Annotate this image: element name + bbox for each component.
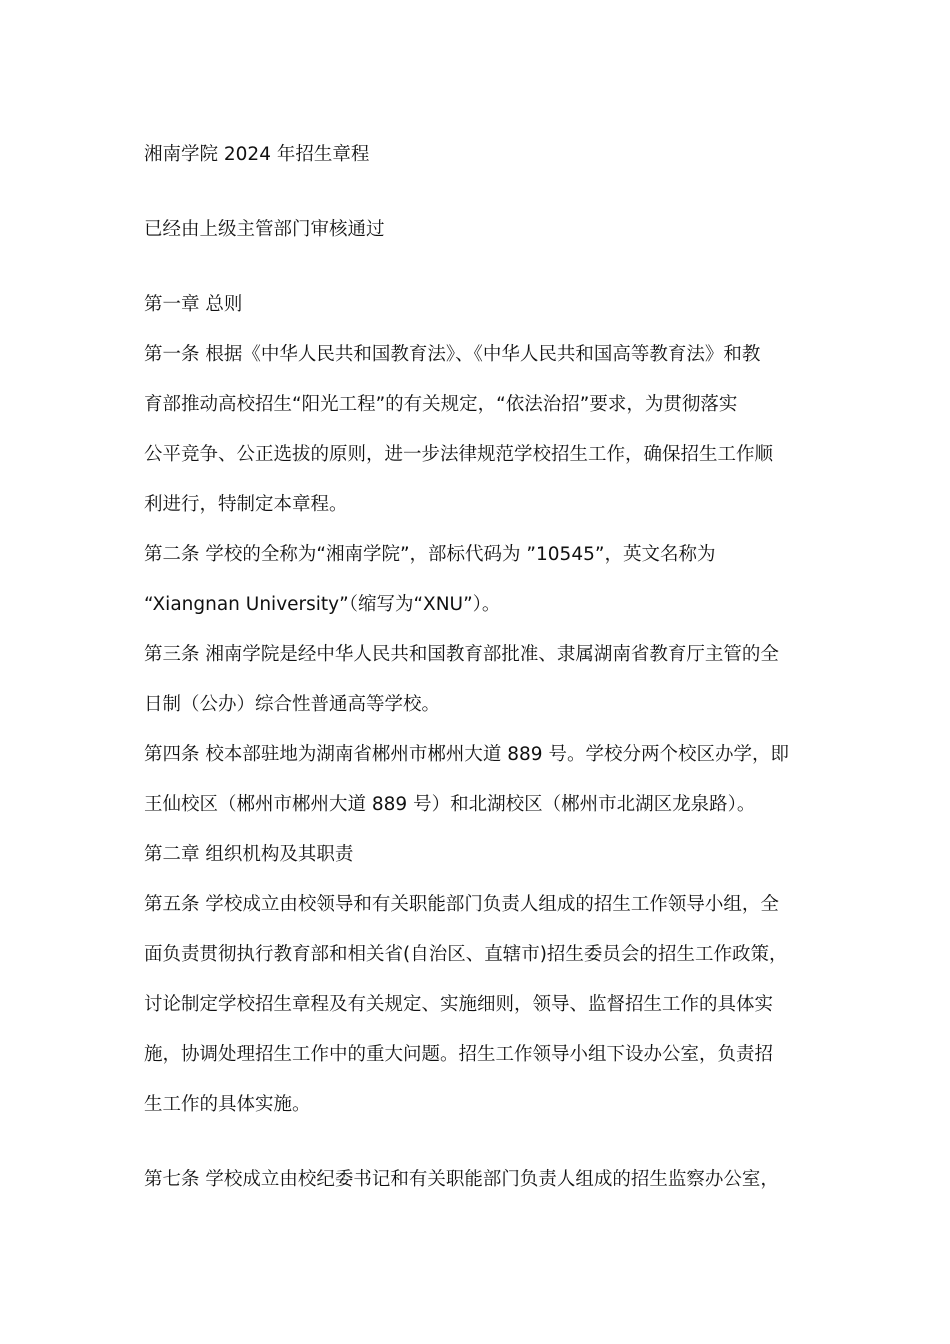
document-subtitle: 已经由上级主管部门审核通过 (144, 219, 385, 240)
article-4-line-2: 王仙校区（郴州市郴州大道 889 号）和北湖校区（郴州市北湖区龙泉路）。 (144, 794, 756, 815)
article-1-line-1: 第一条 根据《中华人民共和国教育法》、《中华人民共和国高等教育法》和教 (144, 344, 761, 365)
chapter-1-heading: 第一章 总则 (144, 294, 243, 315)
article-5-line-5: 生工作的具体实施。 (144, 1094, 311, 1115)
article-3-line-2: 日制（公办）综合性普通高等学校。 (144, 694, 441, 715)
article-5-line-3: 讨论制定学校招生章程及有关规定、实施细则，领导、监督招生工作的具体实 (144, 994, 774, 1015)
document-title: 湘南学院 2024 年招生章程 (144, 144, 370, 165)
article-2-line-2: “Xiangnan University”（缩写为“XNU”）。 (144, 594, 501, 615)
article-5-line-1: 第五条 学校成立由校领导和有关职能部门负责人组成的招生工作领导小组，全 (144, 894, 779, 915)
article-5-line-2: 面负责贯彻执行教育部和相关省(自治区、直辖市)招生委员会的招生工作政策， (144, 944, 788, 965)
chapter-2-heading: 第二章 组织机构及其职责 (144, 844, 354, 865)
article-7-line-1: 第七条 学校成立由校纪委书记和有关职能部门负责人组成的招生监察办公室， (144, 1169, 779, 1190)
article-4-line-1: 第四条 校本部驻地为湖南省郴州市郴州大道 889 号。学校分两个校区办学，即 (144, 744, 789, 765)
document-body (144, 130, 824, 1205)
article-1-line-2: 育部推动高校招生“阳光工程”的有关规定，“依法治招”要求，为贯彻落实 (144, 394, 738, 415)
article-5-line-4: 施，协调处理招生工作中的重大问题。招生工作领导小组下设办公室，负责招 (144, 1044, 774, 1065)
article-2-line-1: 第二条 学校的全称为“湘南学院”，部标代码为 ”10545”，英文名称为 (144, 544, 716, 565)
article-1-line-3: 公平竞争、公正选拔的原则，进一步法律规范学校招生工作，确保招生工作顺 (144, 444, 774, 465)
article-3-line-1: 第三条 湘南学院是经中华人民共和国教育部批准、隶属湖南省教育厅主管的全 (144, 644, 779, 665)
article-1-line-4: 利进行，特制定本章程。 (144, 494, 348, 515)
